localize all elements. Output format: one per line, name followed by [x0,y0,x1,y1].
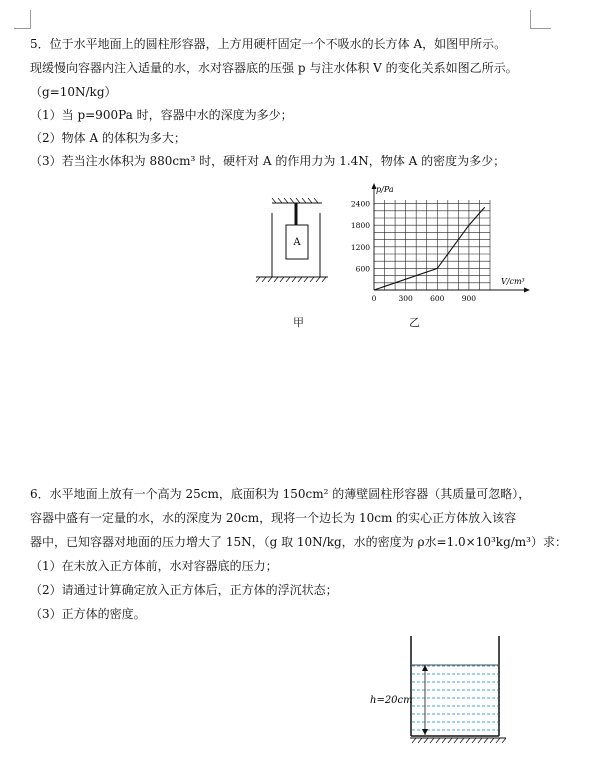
q6-line-2: 容器中盛有一定量的水，水的深度为 20cm，现将一个边长为 10cm 的实心正方体放入该容 [30,511,517,525]
chart-x-tick-label: 600 [430,294,445,303]
chart-y-tick-label: 2400 [350,199,370,209]
q5-subquestion-1: （1）当 p=900Pa 时，容器中水的深度为多少； [30,108,293,122]
corner-mark-left [14,10,31,29]
chart-x-tick-label: 0 [371,294,377,303]
chart-series-line [374,207,485,290]
q5-subquestion-3: （3）若当注水体积为 880cm³ 时，硬杆对 A 的作用力为 1.4N，物体 A 的密度为多少； [30,154,506,168]
corner-mark-right [530,10,551,29]
chart-x-tick-label: 900 [461,294,477,303]
figure-water-container-diagram [368,628,518,748]
figure-yi-pressure-volume-chart [340,180,540,308]
chart-y-tick-label: 600 [355,264,370,274]
q6-line-3: 器中，已知容器对地面的压力增大了 15N，（g 取 10N/kg，水的密度为 ρ水=1.0×10³kg/m³）求： [30,535,567,549]
q6-line-1: 6．水平地面上放有一个高为 25cm，底面积为 150cm² 的薄壁圆柱形容器（其质量可忽略）， [30,487,531,501]
caption-jia: 甲 [293,316,304,329]
chart-x-tick-label: 300 [398,294,413,303]
chart-x-axis-arrow [524,288,530,293]
chart-y-axis-label: p/Pa [376,185,394,194]
figure-jia-container-diagram [250,195,330,287]
q5-line-1: 5．位于水平地面上的圆柱形容器，上方用硬杆固定一个不吸水的长方体 A，如图甲所示。 [30,37,507,51]
q6-subquestion-2: （2）请通过计算确定放入正方体后，正方体的浮沉状态； [30,583,338,597]
q5-line-3: （g=10N/kg） [30,85,117,99]
q5-line-2: 现缓慢向容器内注入适量的水，水对容器底的压强 p 与注水体积 V 的变化关系如图乙所示。 [30,61,518,75]
chart-x-axis-label: V/cm³ [501,277,525,286]
chart-y-tick-label: 1200 [350,242,370,252]
water-depth-label: h=20cm [370,695,413,706]
caption-yi: 乙 [409,316,420,329]
chart-y-tick-label: 1800 [350,221,370,231]
block-a-label: A [293,237,301,248]
q5-subquestion-2: （2）物体 A 的体积为多大； [30,131,186,145]
q6-subquestion-3: （3）正方体的密度。 [30,607,146,621]
q6-subquestion-1: （1）在未放入正方体前，水对容器底的压力； [30,559,278,573]
